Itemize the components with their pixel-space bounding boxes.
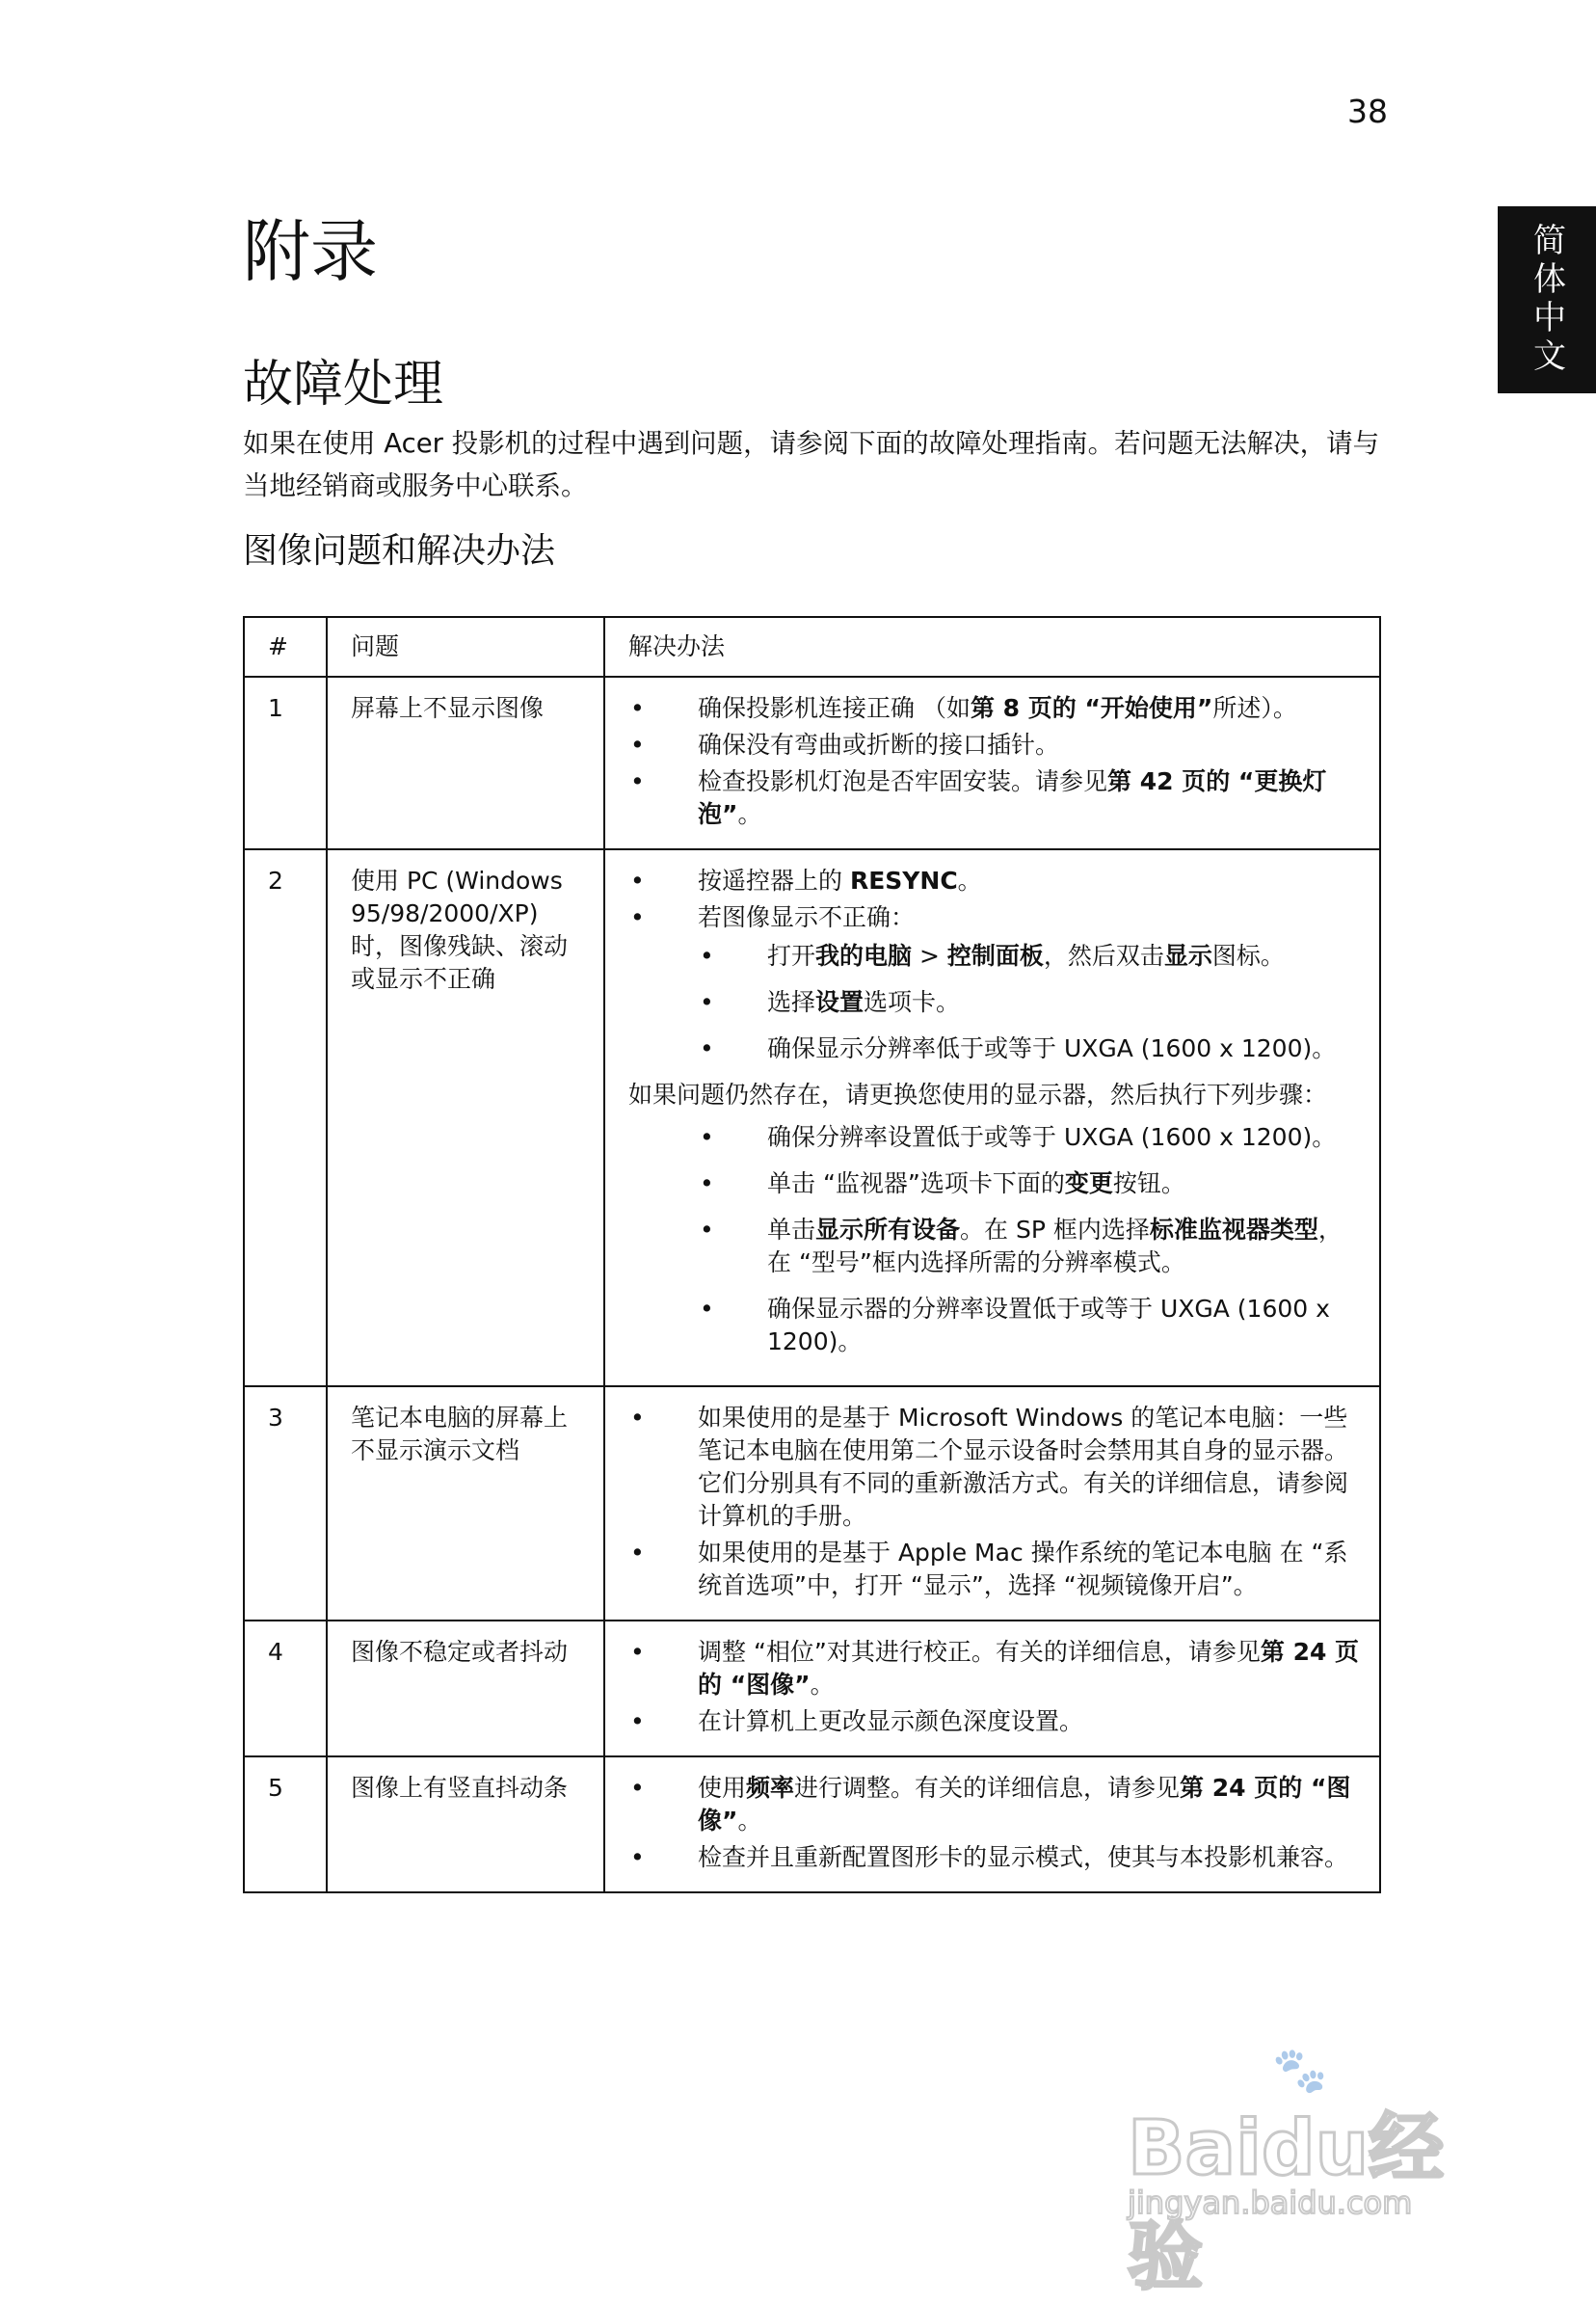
text-run: 如果使用的是基于 Apple Mac 操作系统的笔记本电脑 在 “系统首选项”中，打开 “显示”，选择 “视频镜像开启”。	[698, 1539, 1348, 1599]
row-solution	[604, 1756, 1380, 1892]
text-run: 所述）。	[1212, 694, 1297, 722]
solution-item	[628, 1841, 1362, 1874]
text-run: 。	[810, 1671, 835, 1699]
bold-text: 第 24 页的 “图像”	[698, 1774, 1351, 1835]
row-problem: 笔记本电脑的屏幕上不显示演示文档	[327, 1386, 604, 1621]
text-run: 打开	[767, 942, 816, 970]
bold-text: RESYNC	[849, 867, 958, 895]
table-row	[244, 677, 1380, 849]
text-run: 选项卡。	[864, 988, 961, 1016]
text-run: 检查投影机灯泡是否牢固安装。请参见	[698, 767, 1108, 795]
bold-text: 我的电脑	[815, 942, 913, 970]
solution-item-list	[628, 865, 1362, 934]
header-number: #	[244, 617, 327, 677]
sub-solution-item	[628, 940, 1362, 973]
table-row	[244, 1621, 1380, 1756]
subsection-title: 图像问题和解决办法	[243, 531, 556, 571]
solution-item	[628, 1402, 1362, 1533]
solution-item	[628, 865, 1362, 897]
text-run: ，在 “型号”框内选择所需的分辨率模式。	[767, 1216, 1343, 1276]
bold-text: 第 24 页的 “图像”	[698, 1638, 1360, 1699]
page-title: 附录	[243, 212, 378, 291]
row-problem: 图像上有竖直抖动条	[327, 1756, 604, 1892]
solution-item	[628, 1772, 1362, 1837]
baidu-watermark	[1128, 2044, 1513, 2300]
bold-text: 标准监视器类型	[1149, 1216, 1318, 1244]
text-run: 确保投影机连接正确 （如	[698, 694, 971, 722]
text-run: 若图像显示不正确：	[698, 903, 916, 931]
text-run: 确保显示器的分辨率设置低于或等于 UXGA (1600 x 1200)。	[767, 1295, 1330, 1355]
table-body	[244, 677, 1380, 1892]
solution-item	[628, 729, 1362, 762]
row-problem: 屏幕上不显示图像	[327, 677, 604, 849]
text-run: 按遥控器上的	[698, 867, 850, 895]
text-run: 确保没有弯曲或折断的接口插针。	[698, 731, 1060, 759]
header-problem: 问题	[327, 617, 604, 677]
bold-text: 频率	[746, 1774, 795, 1802]
sub-solution-item	[628, 986, 1362, 1019]
row-solution	[604, 677, 1380, 849]
solution-item	[628, 765, 1362, 831]
row-number: 2	[244, 849, 327, 1386]
text-run: >	[912, 942, 947, 970]
row-number: 5	[244, 1756, 327, 1892]
bold-text: 第 42 页的 “更换灯泡”	[698, 767, 1327, 828]
solution-item-list	[628, 692, 1362, 831]
page-number: 38	[1347, 93, 1388, 130]
row-solution	[604, 1621, 1380, 1756]
row-solution	[604, 849, 1380, 1386]
sub-solution-item	[628, 1293, 1362, 1358]
text-run: 按钮。	[1112, 1169, 1185, 1197]
text-run: 。在 SP 框内选择	[960, 1216, 1150, 1244]
sub-solution-item-list	[628, 1121, 1362, 1358]
sub-solution-item-list	[628, 940, 1362, 1065]
row-number: 4	[244, 1621, 327, 1756]
text-run: 检查并且重新配置图形卡的显示模式，使其与本投影机兼容。	[698, 1843, 1349, 1871]
text-run: 调整 “相位”对其进行校正。有关的详细信息，请参见	[698, 1638, 1261, 1666]
bold-text: 显示所有设备	[815, 1216, 961, 1244]
solution-note: 如果问题仍然存在，请更换您使用的显示器，然后执行下列步骤：	[628, 1081, 1328, 1109]
text-run: 如果使用的是基于 Microsoft Windows 的笔记本电脑：一些笔记本电脑在使用第二个显示设备时会禁用其自身的显示器。它们分别具有不同的重新激活方式。有关的详细信息，请参阅计算机的手册。	[698, 1404, 1349, 1530]
sub-solution-item	[628, 1167, 1362, 1200]
solution-item	[628, 692, 1362, 725]
text-run: 单击	[767, 1216, 816, 1244]
bold-text: 第 8 页的 “开始使用”	[970, 694, 1213, 722]
text-run: 进行调整。有关的详细信息，请参见	[794, 1774, 1181, 1802]
solution-item	[628, 901, 1362, 934]
text-run: 在计算机上更改显示颜色深度设置。	[698, 1707, 1084, 1735]
solution-item	[628, 1636, 1362, 1701]
solution-item-list	[628, 1636, 1362, 1738]
row-problem: 使用 PC (Windows 95/98/2000/XP) 时，图像残缺、滚动或显示不正确	[327, 849, 604, 1386]
solution-item	[628, 1705, 1362, 1738]
solution-item-list	[628, 1402, 1362, 1602]
bold-text: 显示	[1163, 942, 1212, 970]
sub-solution-item	[628, 1121, 1362, 1154]
sub-solution-item	[628, 1214, 1362, 1279]
text-run: 图标。	[1211, 942, 1285, 970]
bold-text: 设置	[815, 988, 864, 1016]
text-run: 确保分辨率设置低于或等于 UXGA (1600 x 1200)。	[767, 1123, 1337, 1151]
text-run: 选择	[767, 988, 816, 1016]
text-run: ，然后双击	[1043, 942, 1164, 970]
solution-item-list	[628, 1772, 1362, 1874]
watermark-url: jingyan.baidu.com	[1128, 2184, 1413, 2221]
troubleshooting-table	[243, 616, 1381, 1893]
table-row	[244, 1756, 1380, 1892]
bold-text: 控制面板	[946, 942, 1044, 970]
text-run: 。	[957, 867, 982, 895]
text-run: 。	[737, 1807, 762, 1835]
text-run: 单击 “监视器”选项卡下面的	[767, 1169, 1065, 1197]
table-header-row	[244, 617, 1380, 677]
watermark-brand: Baidu经验	[1128, 2105, 1445, 2300]
text-run: 使用	[698, 1774, 747, 1802]
table-row	[244, 849, 1380, 1386]
bold-text: 变更	[1064, 1169, 1113, 1197]
sub-solution-item	[628, 1032, 1362, 1065]
text-run: 确保显示分辨率低于或等于 UXGA (1600 x 1200)。	[767, 1034, 1337, 1062]
row-solution	[604, 1386, 1380, 1621]
table-row	[244, 1386, 1380, 1621]
text-run: 。	[737, 800, 762, 828]
section-title: 故障处理	[243, 356, 444, 414]
row-number: 3	[244, 1386, 327, 1621]
header-solution: 解决办法	[604, 617, 1380, 677]
row-number: 1	[244, 677, 327, 849]
language-side-tab	[1498, 206, 1596, 393]
paw-logo-icon: 🐾	[1272, 2044, 1328, 2096]
solution-item	[628, 1537, 1362, 1602]
row-problem: 图像不稳定或者抖动	[327, 1621, 604, 1756]
intro-paragraph: 如果在使用 Acer 投影机的过程中遇到问题，请参阅下面的故障处理指南。若问题无法解决，请与当地经销商或服务中心联系。	[243, 428, 1380, 501]
language-side-tab-label: 简体中文	[1527, 223, 1566, 377]
